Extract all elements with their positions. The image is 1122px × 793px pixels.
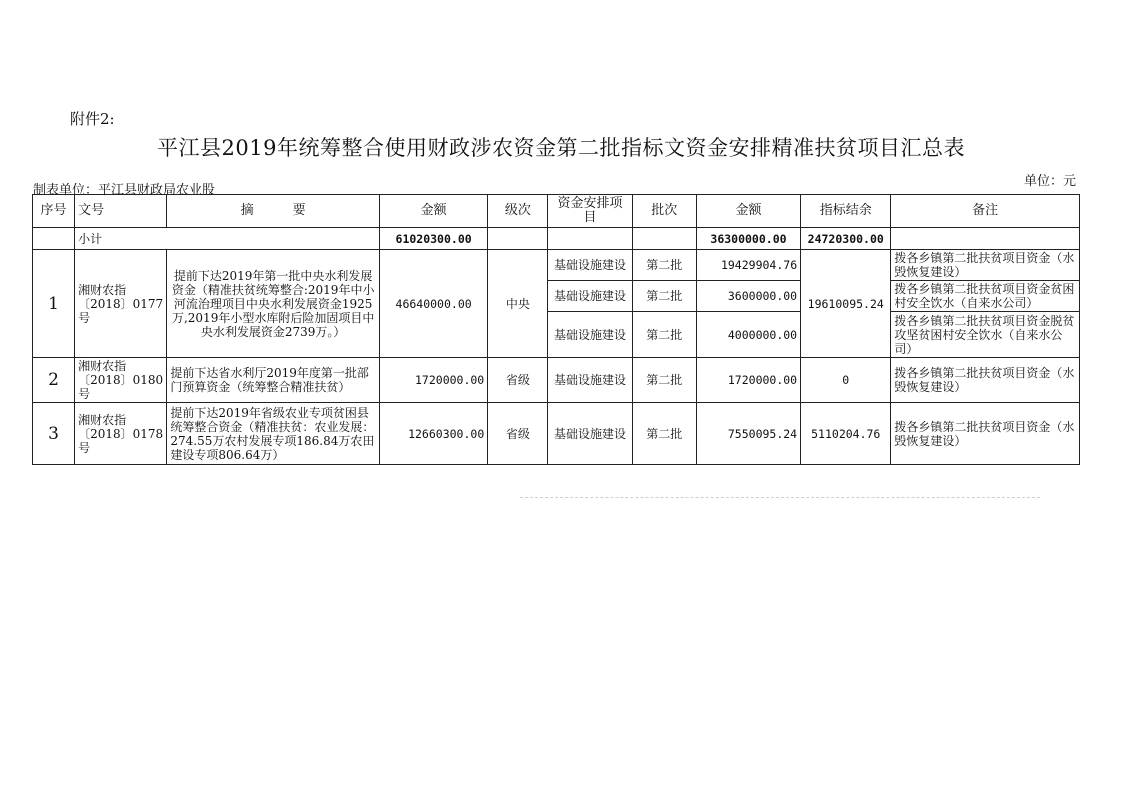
- subtotal-note: [891, 228, 1080, 250]
- header-cell-balance: 指标结余: [801, 195, 891, 228]
- row-no: 3: [33, 403, 75, 465]
- row-amount2: 1720000.00: [696, 358, 800, 403]
- summary-table: [32, 194, 1080, 465]
- table-row: [33, 403, 1080, 465]
- row-amount2: 19429904.76: [696, 250, 800, 281]
- row-batch: 第二批: [632, 281, 696, 312]
- row-batch: 第二批: [632, 358, 696, 403]
- row-note: 拨各乡镇第二批扶贫项目资金脱贫攻坚贫困村安全饮水（自来水公司）: [891, 312, 1080, 358]
- subtotal-balance: 24720300.00: [801, 228, 891, 250]
- subtotal-row: [33, 228, 1080, 250]
- row-amount2: 4000000.00: [696, 312, 800, 358]
- attachment-label: 附件2:: [70, 110, 115, 128]
- row-balance: 19610095.24: [801, 250, 891, 358]
- row-project: 基础设施建设: [548, 250, 632, 281]
- header-cell-level: 级次: [488, 195, 548, 228]
- header-cell-batch: 批次: [632, 195, 696, 228]
- row-amount: 46640000.00: [379, 250, 487, 358]
- row-batch: 第二批: [632, 312, 696, 358]
- row-amount2: 7550095.24: [696, 403, 800, 465]
- row-summary: 提前下达2019年省级农业专项贫困县统筹整合资金（精准扶贫：农业发展：274.55万农村发展专项186.84万农田建设专项806.64万）: [167, 403, 380, 465]
- row-no: 2: [33, 358, 75, 403]
- header-cell-no: 序号: [33, 195, 75, 228]
- row-note: 拨各乡镇第二批扶贫项目资金（水毁恢复建设）: [891, 358, 1080, 403]
- row-note: 拨各乡镇第二批扶贫项目资金贫困村安全饮水（自来水公司）: [891, 281, 1080, 312]
- row-summary: 提前下达省水利厅2019年度第一批部门预算资金（统筹整合精准扶贫）: [167, 358, 380, 403]
- row-level: 省级: [488, 403, 548, 465]
- header-cell-amount2: 金额: [696, 195, 800, 228]
- header-cell-project: 资金安排项目: [548, 195, 632, 228]
- row-project: 基础设施建设: [548, 312, 632, 358]
- header-row: [33, 195, 1080, 228]
- maker-unit: 制表单位：平江县财政局农业股: [33, 183, 216, 198]
- header-cell-doc: 文号: [75, 195, 167, 228]
- subtotal-label: 小计: [75, 228, 380, 250]
- row-amount2: 3600000.00: [696, 281, 800, 312]
- subtotal-no: [33, 228, 75, 250]
- row-project: 基础设施建设: [548, 281, 632, 312]
- row-no: 1: [33, 250, 75, 358]
- row-project: 基础设施建设: [548, 358, 632, 403]
- row-doc: 湘财农指〔2018〕0177号: [75, 250, 167, 358]
- table-row: [33, 250, 1080, 281]
- row-doc: 湘财农指〔2018〕0178号: [75, 403, 167, 465]
- header-cell-amount: 金额: [379, 195, 487, 228]
- subtotal-level: [488, 228, 548, 250]
- subtotal-project: [548, 228, 632, 250]
- subtotal-amount: 61020300.00: [379, 228, 487, 250]
- row-balance: 0: [801, 358, 891, 403]
- row-project: 基础设施建设: [548, 403, 632, 465]
- row-balance: 5110204.76: [801, 403, 891, 465]
- row-batch: 第二批: [632, 250, 696, 281]
- header-cell-summary: 摘 要: [167, 195, 380, 228]
- row-note: 拨各乡镇第二批扶贫项目资金（水毁恢复建设）: [891, 250, 1080, 281]
- row-amount: 1720000.00: [379, 358, 487, 403]
- header-cell-note: 备注: [891, 195, 1080, 228]
- row-doc: 湘财农指〔2018〕0180号: [75, 358, 167, 403]
- subtotal-amount2: 36300000.00: [696, 228, 800, 250]
- scan-artifact-line: [520, 497, 1040, 498]
- row-note: 拨各乡镇第二批扶贫项目资金（水毁恢复建设）: [891, 403, 1080, 465]
- table-row: [33, 358, 1080, 403]
- row-summary: 提前下达2019年第一批中央水利发展资金（精准扶贫统筹整合:2019年中小河流治理项目中央水利发展资金1925万,2019年小型水库附后险加固项目中央水利发展资金2739万。）: [167, 250, 380, 358]
- row-level: 省级: [488, 358, 548, 403]
- row-amount: 12660300.00: [379, 403, 487, 465]
- page-title: 平江县2019年统筹整合使用财政涉农资金第二批指标文资金安排精准扶贫项目汇总表: [157, 136, 965, 160]
- row-level: 中央: [488, 250, 548, 358]
- row-batch: 第二批: [632, 403, 696, 465]
- subtotal-batch: [632, 228, 696, 250]
- currency-unit: 单位：元: [1023, 174, 1076, 189]
